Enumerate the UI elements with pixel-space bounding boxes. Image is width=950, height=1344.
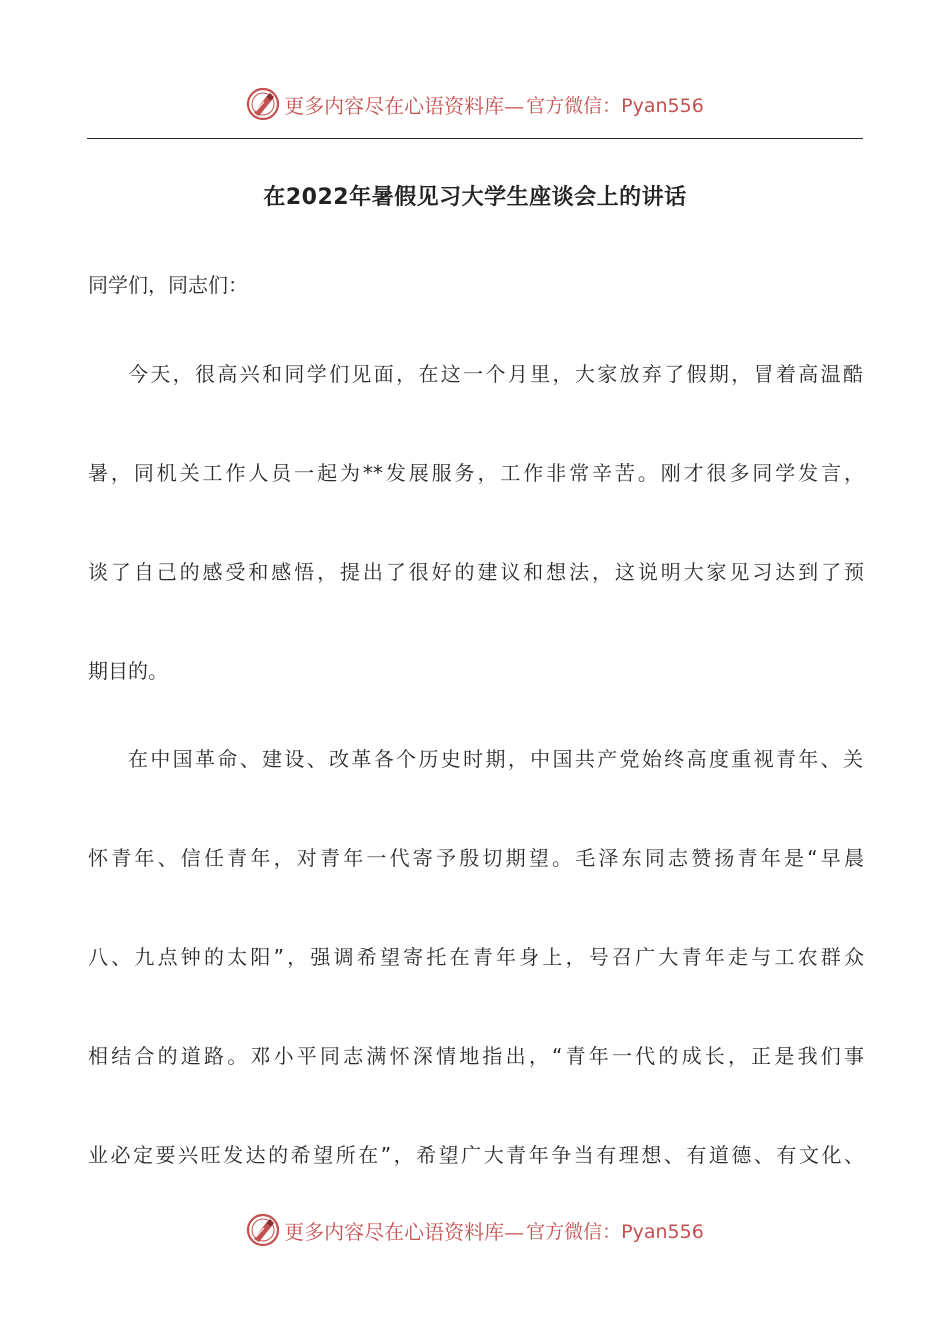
paragraph-2-line-4: 相结合的道路。邓小平同志满怀深情地指出，“青年一代的成长，正是我们事 <box>88 1044 864 1068</box>
paragraph-1-line-3: 谈了自己的感受和感悟，提出了很好的建议和想法，这说明大家见习达到了预 <box>88 560 864 584</box>
paragraph-2-line-2: 怀青年、信任青年，对青年一代寄予殷切期望。毛泽东同志赞扬青年是“早晨 <box>88 846 864 870</box>
salutation: 同学们，同志们： <box>88 273 248 297</box>
header-brand-text: 更多内容尽在心语资料库— <box>284 93 525 118</box>
pen-nib-logo-icon <box>246 1213 280 1247</box>
header-banner <box>0 82 950 126</box>
footer-contact-text: 官方微信：Pyan556 <box>526 1220 704 1243</box>
document-title: 在2022年暑假见习大学生座谈会上的讲话 <box>263 185 687 210</box>
header-contact-text: 官方微信：Pyan556 <box>526 94 704 117</box>
pen-nib-logo-icon <box>246 87 280 121</box>
footer-banner <box>0 1208 950 1252</box>
paragraph-2-line-5: 业必定要兴旺发达的希望所在”，希望广大青年争当有理想、有道德、有文化、 <box>88 1143 864 1167</box>
paragraph-1-line-4: 期目的。 <box>88 659 168 683</box>
footer-brand-text: 更多内容尽在心语资料库— <box>284 1219 525 1244</box>
paragraph-2-line-1: 在中国革命、建设、改革各个历史时期，中国共产党始终高度重视青年、关 <box>128 747 863 771</box>
header-divider <box>87 138 863 139</box>
paragraph-1-line-2: 暑，同机关工作人员一起为**发展服务，工作非常辛苦。刚才很多同学发言， <box>88 461 864 485</box>
paragraph-2-line-3: 八、九点钟的太阳”，强调希望寄托在青年身上，号召广大青年走与工农群众 <box>88 945 864 969</box>
paragraph-1-line-1: 今天，很高兴和同学们见面，在这一个月里，大家放弃了假期，冒着高温酷 <box>128 362 863 386</box>
